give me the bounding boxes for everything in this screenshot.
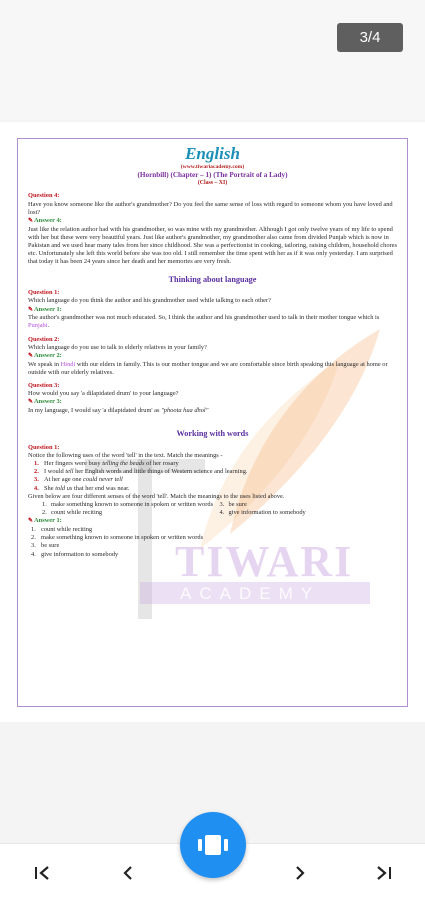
quill-icon: ✎ (28, 218, 34, 225)
list-item: 3. be sure (219, 501, 247, 509)
list-item: 2. make something known to someone in spoken or written words (31, 534, 204, 542)
words-question-1-label: Question 1: (28, 443, 60, 451)
answer-4-text: Just like the relation author had with his grandmother, so was mine with my grandmother. Although I got only twelve years of my life to spend with her but these were very beautiful years. Just like author's grandmother, my grandmother also came from divided Punjab which is now in Pakistan and we used hear many tales from her since childhood. She was a perfectionist in cooking, tailoring, raising children, household chores etc. Unfortunately she left this world before she was too old. I still remember the time spent with her as if it was only yesterday. I am surprised that today it has been 24 years since her death and her memories are very fresh. (28, 225, 397, 266)
page-frame (17, 138, 408, 707)
list-item: 4. give information to somebody (31, 550, 119, 558)
doc-subtitle: (Hornbill) (Chapter – 1) (The Portrait of a Lady) (137, 170, 288, 179)
list-item: 1. make something known to someone in spoken or written words (42, 501, 214, 509)
page-indicator: 3/4 (337, 23, 403, 52)
next-page-button[interactable] (285, 858, 315, 888)
skip-first-icon (34, 865, 52, 881)
list-item: 2. I would tell her English words and little things of Western science and learning. (34, 468, 248, 476)
document-page[interactable] (0, 122, 425, 722)
skip-last-icon (374, 865, 392, 881)
heading-thinking-about-language: Thinking about language (168, 274, 257, 284)
senses-instruction: Given below are four different senses of the word 'tell'. Match the meanings to the uses listed above. (28, 492, 285, 500)
doc-title: English (185, 144, 240, 163)
watermark-brand-bottom: ACADEMY (180, 584, 321, 603)
language-question-3-label: Question 3: (28, 381, 60, 389)
quill-icon: ✎ (28, 306, 34, 313)
list-item: 4. give information to somebody (219, 509, 306, 517)
words-question-1-text: Notice the following uses of the word 'tell' in the text. Match the meanings - (28, 451, 223, 459)
book-view-icon (198, 834, 228, 856)
language-answer-2-label: ✎Answer 2: (28, 351, 62, 359)
senses-grid (42, 501, 397, 517)
quill-icon: ✎ (28, 399, 34, 406)
list-item: 3. At her age one could never tell (34, 476, 123, 484)
language-answer-3-text: In my language, I would say 'a dilapidated drum' as "phoota hua dhol" (28, 407, 209, 415)
language-question-1-text: Which language do you think the author and his grandmother used while talking to each other? (28, 297, 271, 305)
language-question-2-text: Which language do you use to talk to elderly relatives in your family? (28, 343, 207, 351)
language-answer-2-text: We speak in Hindi with our elders in family. This is our mother tongue and we are comfortable since birth speaking this language at home or outside with our elderly relatives. (28, 360, 388, 376)
language-answer-3-label: ✎Answer 3: (28, 398, 62, 406)
watermark-brand-top: TIWARI (175, 537, 354, 586)
previous-page-button[interactable] (113, 858, 143, 888)
question-4-text: Have you know someone like the author's grandmother? Do you feel the same sense of loss with regard to someone whom you have loved and lost? (28, 200, 393, 216)
language-answer-1-text: The author's grandmother was not much educated. So, I think the author and his grandmother used to talk in their mother tongue which is Punjabi. (28, 314, 380, 330)
language-answer-1-label: ✎Answer 1: (28, 305, 62, 313)
first-page-button[interactable] (28, 858, 58, 888)
chevron-right-icon (294, 865, 306, 881)
doc-site: (www.tiwariacademy.com) (180, 163, 245, 170)
answer-4-label: ✎Answer 4: (28, 217, 62, 225)
view-mode-fab[interactable] (180, 812, 246, 878)
question-4-label: Question 4: (28, 192, 60, 200)
senses-right (220, 501, 398, 517)
words-answer-1-label: ✎Answer 1: (28, 517, 62, 525)
highlight-hindi: Hindi (60, 360, 76, 368)
senses-left (42, 501, 220, 517)
quill-icon: ✎ (28, 352, 34, 359)
list-item: 3. be sure (31, 542, 60, 550)
chevron-left-icon (122, 865, 134, 881)
heading-working-with-words: Working with words (176, 429, 249, 439)
list-item: 1. Her fingers were busy telling the beads of her rosary (34, 460, 179, 468)
tell-uses-list (34, 460, 397, 493)
doc-class: (Class – XI) (197, 180, 228, 187)
language-question-1-label: Question 1: (28, 289, 60, 297)
language-question-2-label: Question 2: (28, 335, 60, 343)
words-answer-list (28, 526, 397, 559)
top-bar (0, 0, 425, 120)
list-item: 2. count while reciting (42, 509, 103, 517)
highlight-punjabi: Punjabi (28, 322, 48, 330)
quill-icon: ✎ (28, 518, 34, 525)
last-page-button[interactable] (368, 858, 398, 888)
page-content (18, 139, 407, 559)
language-question-3-text: How would you say 'a dilapidated drum' to your language? (28, 390, 179, 398)
list-item: 4. She told us that her end was near. (34, 484, 130, 492)
list-item: 1. count while reciting (31, 526, 93, 534)
